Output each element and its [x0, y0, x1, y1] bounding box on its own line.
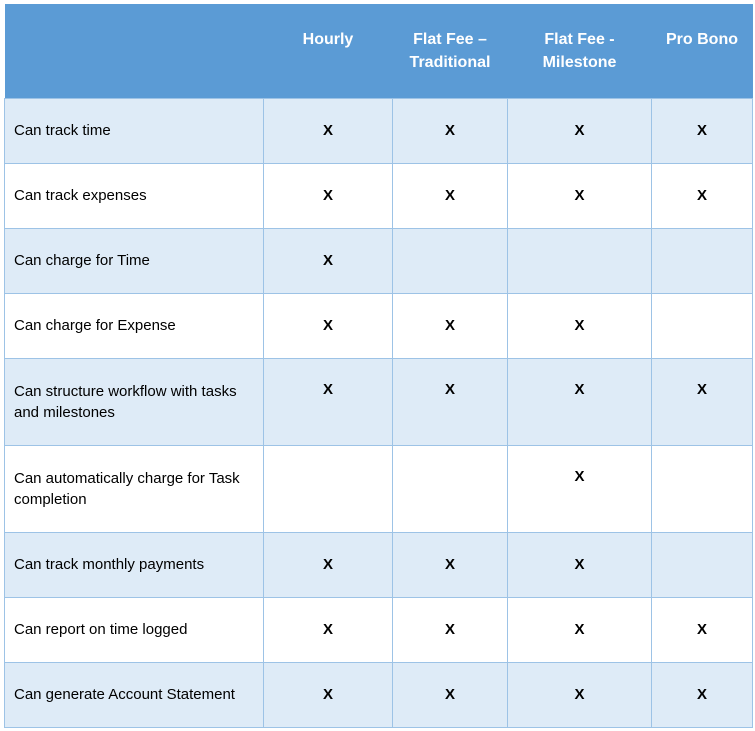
cell-pro-bono: X — [652, 597, 753, 662]
cell-hourly: X — [264, 532, 393, 597]
cell-flat-fee-traditional: X — [393, 532, 508, 597]
cell-hourly: X — [264, 358, 393, 445]
table-row — [5, 445, 753, 532]
cell-pro-bono — [652, 293, 753, 358]
cell-flat-fee-traditional: X — [393, 358, 508, 445]
table-row — [5, 358, 753, 445]
cell-flat-fee-milestone: X — [508, 293, 652, 358]
cell-flat-fee-traditional — [393, 445, 508, 532]
cell-flat-fee-milestone: X — [508, 358, 652, 445]
cell-flat-fee-traditional: X — [393, 597, 508, 662]
cell-hourly: X — [264, 163, 393, 228]
cell-hourly: X — [264, 293, 393, 358]
cell-flat-fee-milestone: X — [508, 597, 652, 662]
cell-flat-fee-traditional: X — [393, 98, 508, 163]
cell-flat-fee-milestone: X — [508, 445, 652, 532]
feature-label: Can track expenses — [5, 163, 264, 228]
cell-pro-bono: X — [652, 358, 753, 445]
cell-hourly: X — [264, 597, 393, 662]
cell-hourly — [264, 445, 393, 532]
header-feature-column — [5, 4, 264, 98]
feature-label: Can generate Account Statement — [5, 662, 264, 727]
cell-pro-bono: X — [652, 98, 753, 163]
table-header — [5, 4, 753, 98]
cell-pro-bono: X — [652, 163, 753, 228]
cell-flat-fee-traditional — [393, 228, 508, 293]
cell-hourly: X — [264, 662, 393, 727]
cell-hourly: X — [264, 98, 393, 163]
cell-pro-bono — [652, 445, 753, 532]
table-row — [5, 597, 753, 662]
table-row — [5, 662, 753, 727]
cell-flat-fee-milestone: X — [508, 98, 652, 163]
cell-flat-fee-milestone: X — [508, 163, 652, 228]
table-row — [5, 228, 753, 293]
feature-label: Can charge for Expense — [5, 293, 264, 358]
header-flat-fee-milestone: Flat Fee - Milestone — [508, 4, 652, 98]
cell-pro-bono: X — [652, 662, 753, 727]
cell-pro-bono — [652, 228, 753, 293]
cell-hourly: X — [264, 228, 393, 293]
feature-label: Can track monthly payments — [5, 532, 264, 597]
feature-label: Can automatically charge for Task completion — [5, 445, 264, 532]
cell-flat-fee-traditional: X — [393, 662, 508, 727]
feature-label: Can report on time logged — [5, 597, 264, 662]
table-body — [5, 98, 753, 727]
table-row — [5, 163, 753, 228]
feature-label: Can track time — [5, 98, 264, 163]
billing-comparison-table — [4, 4, 753, 728]
table-row — [5, 532, 753, 597]
header-row — [5, 4, 753, 98]
cell-flat-fee-milestone: X — [508, 662, 652, 727]
cell-flat-fee-traditional: X — [393, 293, 508, 358]
header-hourly: Hourly — [264, 4, 393, 98]
comparison-table-wrapper — [4, 4, 753, 728]
cell-flat-fee-traditional: X — [393, 163, 508, 228]
feature-label: Can structure workflow with tasks and milestones — [5, 358, 264, 445]
table-row — [5, 98, 753, 163]
cell-pro-bono — [652, 532, 753, 597]
header-flat-fee-traditional: Flat Fee – Traditional — [393, 4, 508, 98]
cell-flat-fee-milestone — [508, 228, 652, 293]
header-pro-bono: Pro Bono — [652, 4, 753, 98]
table-row — [5, 293, 753, 358]
feature-label: Can charge for Time — [5, 228, 264, 293]
cell-flat-fee-milestone: X — [508, 532, 652, 597]
